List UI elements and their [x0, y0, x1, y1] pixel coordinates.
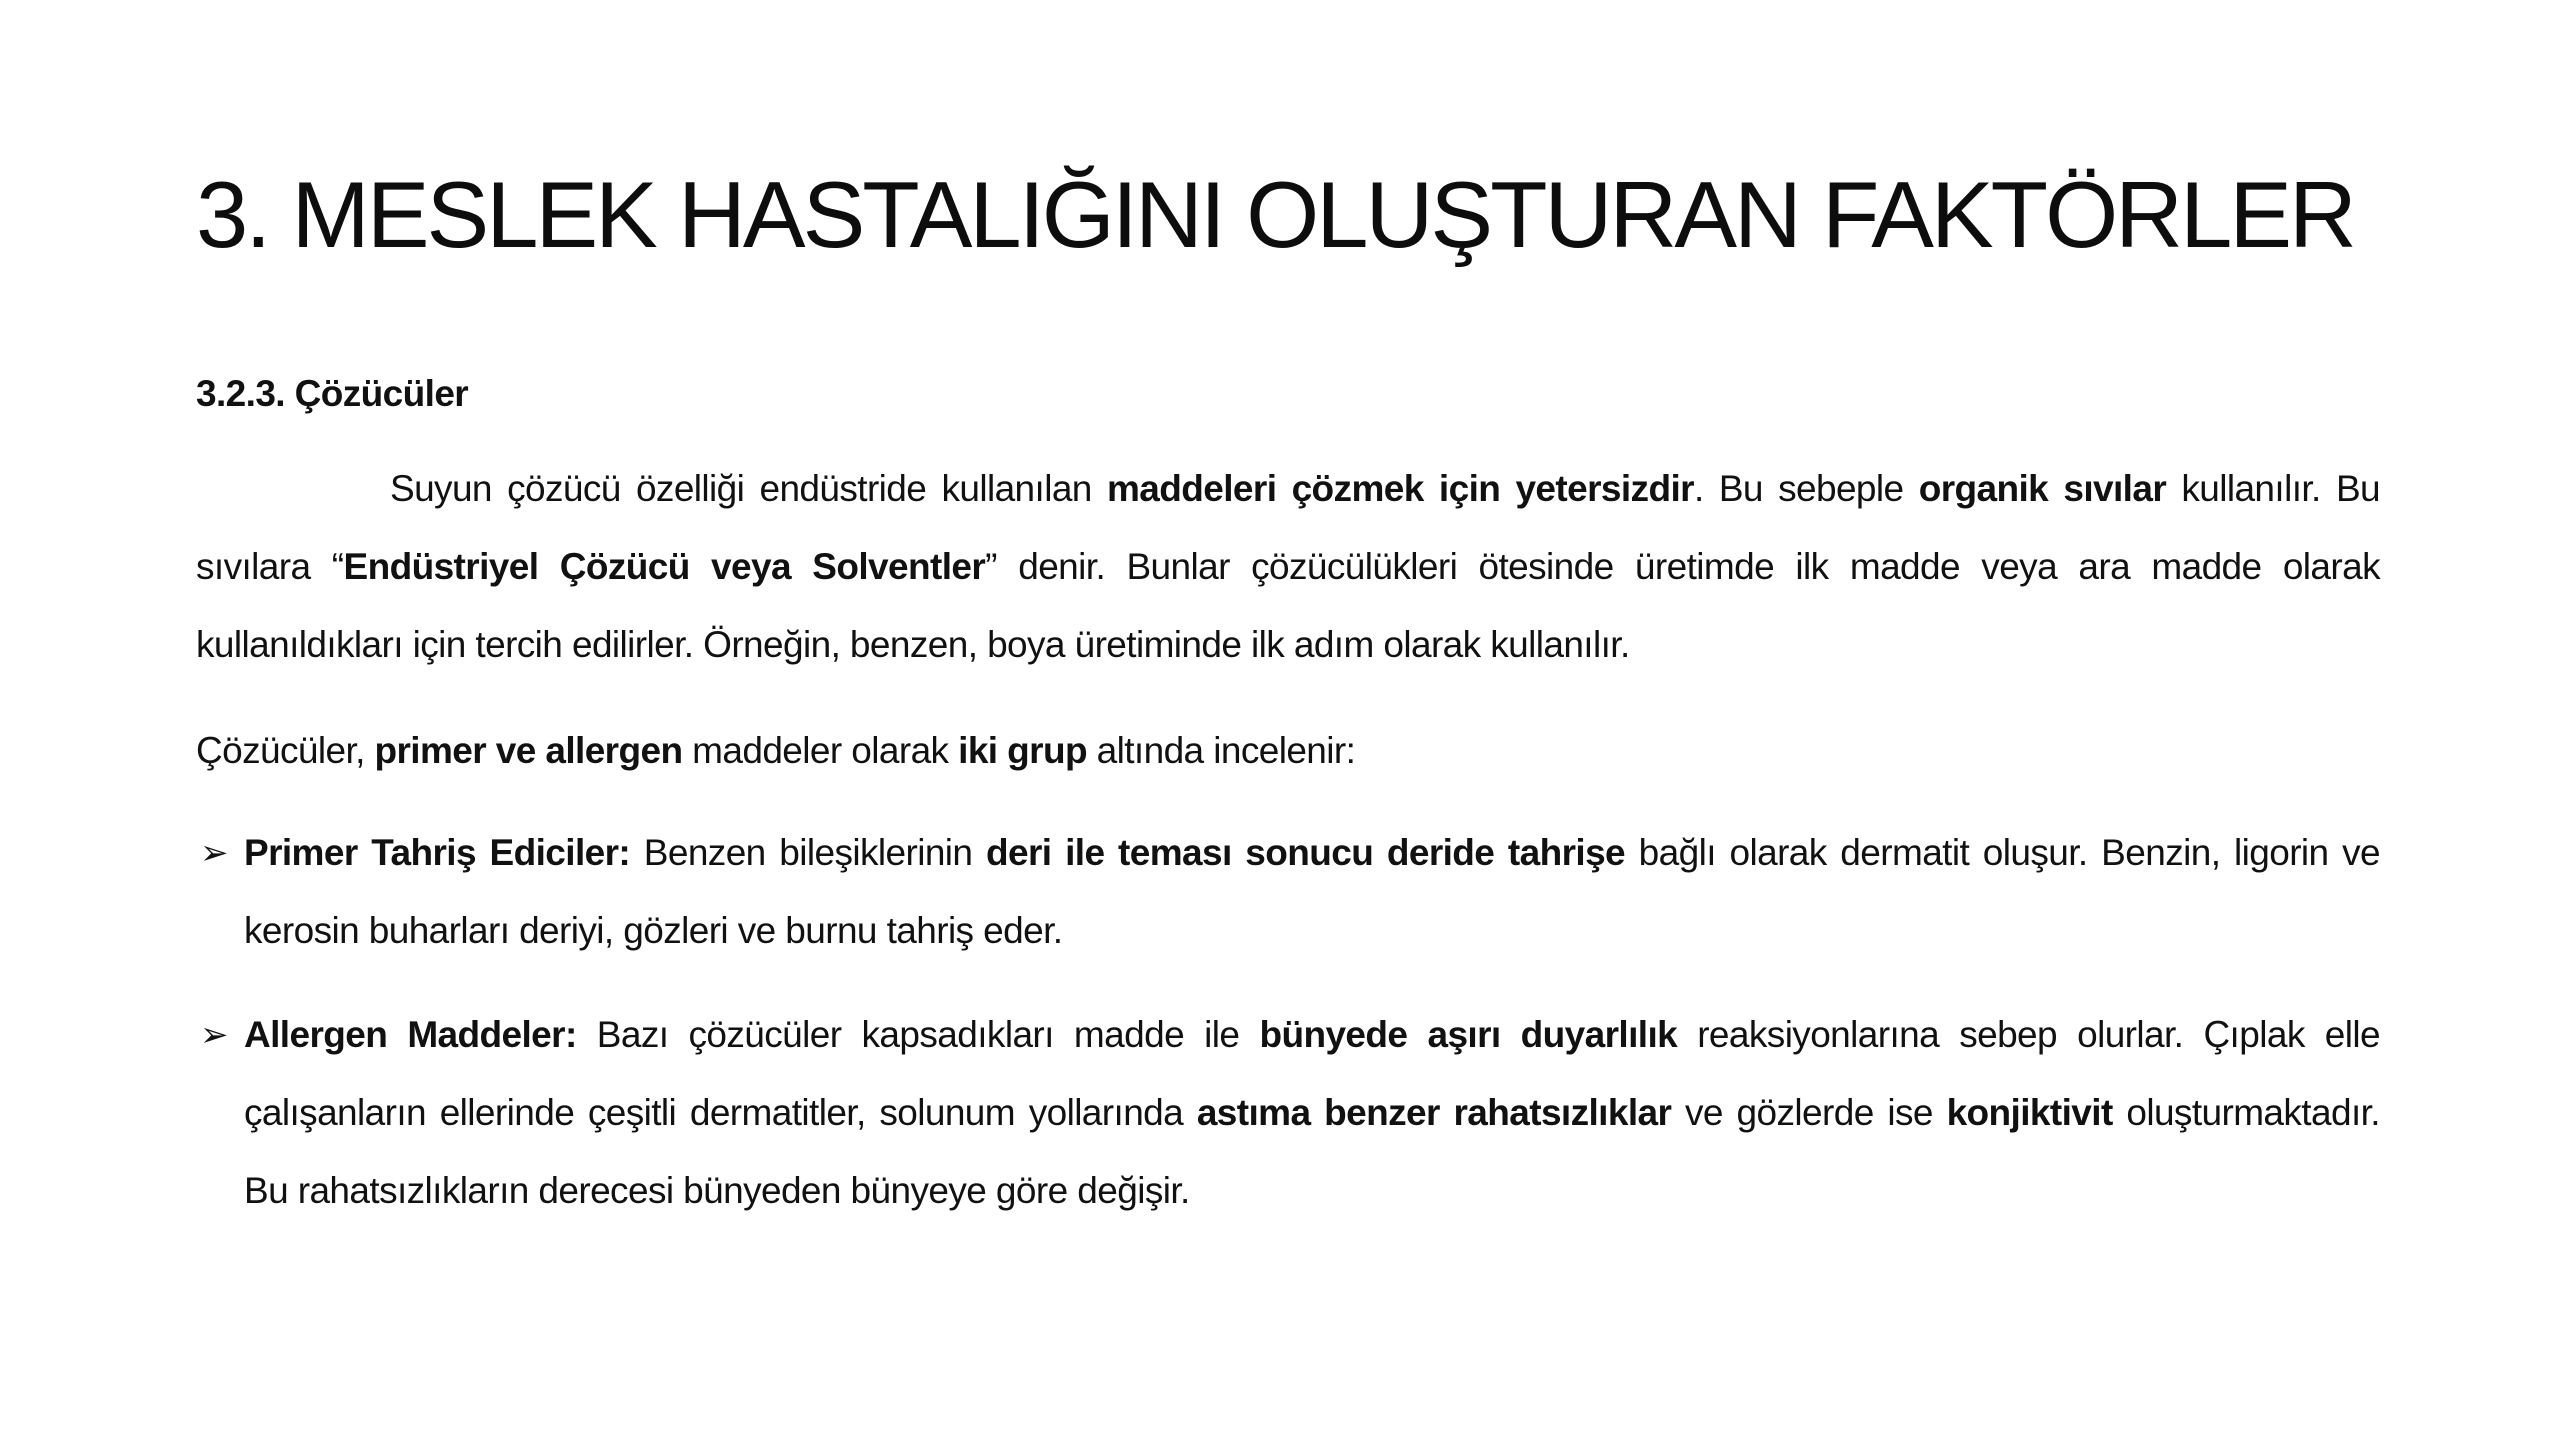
bullet-allergen-substances [196, 996, 2380, 1230]
intro-text-2: . Bu sebeple [1693, 468, 1919, 509]
groups-bold-1: primer ve allergen [374, 730, 683, 771]
bullet1-text-2: bağlı olarak dermatit oluşur. Benzin, ligorin ve kerosin buharları deriyi, gözleri ve burnu tahriş eder. [244, 832, 2381, 951]
arrow-bullet-icon: ➢ [200, 1016, 228, 1054]
bullet2-bold-1: Allergen Maddeler: [244, 1014, 577, 1055]
groups-bold-2: iki grup [958, 730, 1087, 771]
bullet2-bold-3: astıma benzer rahatsızlıklar [1196, 1092, 1672, 1133]
groups-text-1: Çözücüler, [196, 730, 375, 771]
arrow-bullet-icon: ➢ [200, 834, 228, 872]
section-heading: 3.2.3. Çözücüler [196, 373, 469, 414]
bullet2-text-2: reaksiyonlarına sebep olurlar. Çıplak elle çalışanların ellerinde çeşitli dermatitler, solunum yollarında [244, 1014, 2380, 1133]
groups-text-3: altında incelenir: [1086, 730, 1356, 771]
slide-title: 3. MESLEK HASTALIĞINI OLUŞTURAN FAKTÖRLER [196, 162, 2354, 267]
bullet2-bold-4: konjiktivit [1946, 1092, 2113, 1133]
bullet2-text-3: ve gözlerde ise [1671, 1092, 1947, 1133]
bullet2-bold-2: bünyede aşırı duyarlılık [1259, 1014, 1678, 1055]
intro-paragraph [196, 450, 2380, 684]
bullet1-bold-1: Primer Tahriş Ediciler: [244, 832, 631, 873]
intro-bold-3: Endüstriyel Çözücü veya Solventler [343, 546, 986, 587]
bullet1-bold-2: deri ile teması sonucu deride tahrişe [986, 832, 1626, 873]
intro-text-3: kullanılır. Bu sıvılara “ [196, 468, 2380, 587]
intro-bold-1: maddeleri çözmek için yetersizdir [1106, 468, 1694, 509]
bullet-primer-irritants [196, 814, 2380, 970]
groups-text-2: maddeler olarak [682, 730, 959, 771]
groups-paragraph [196, 712, 2380, 790]
bullet2-text-4: oluşturmaktadır. Bu rahatsızlıkların derecesi bünyeden bünyeye göre değişir. [244, 1092, 2380, 1211]
bullet1-text-1: Benzen bileşiklerinin [630, 832, 987, 873]
intro-text-1: Suyun çözücü özelliği endüstride kullanılan [390, 468, 1107, 509]
slide-content [196, 362, 2380, 1256]
bullet2-text-1: Bazı çözücüler kapsadıkları madde ile [576, 1014, 1260, 1055]
intro-bold-2: organik sıvılar [1918, 468, 2167, 509]
bullet-list [196, 814, 2380, 1230]
intro-text-4: ” denir. Bunlar çözücülükleri ötesinde üretimde ilk madde veya ara madde olarak kullanıldıkları için tercih edilirler. Örneğin, benzen, boya üretiminde ilk adım olarak kullanılır. [196, 546, 2380, 665]
